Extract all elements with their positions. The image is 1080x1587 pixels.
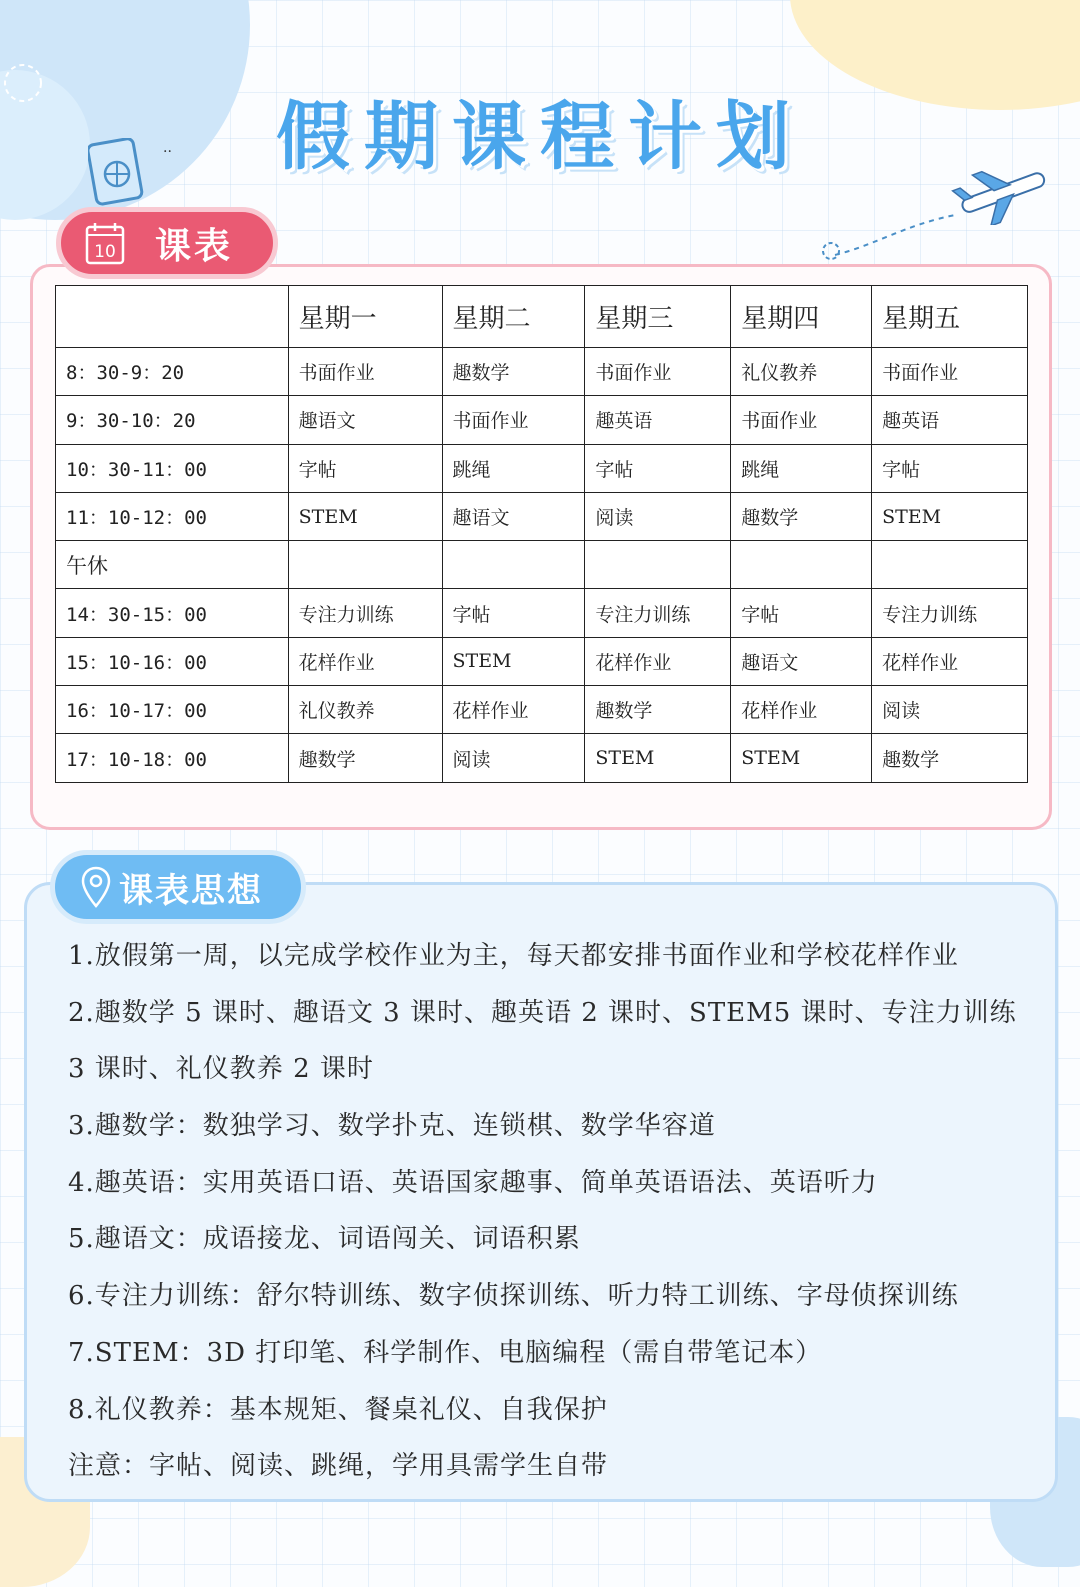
- decorative-dots: ..: [163, 140, 172, 156]
- course-cell: [731, 541, 872, 589]
- thought-line: 注意：字帖、阅读、跳绳，学用具需学生自带: [68, 1451, 609, 1482]
- course-cell: 阅读: [872, 686, 1028, 734]
- time-cell: 9：30-10：20: [56, 396, 289, 444]
- flight-path-icon: [815, 205, 965, 265]
- table-row: [56, 541, 1028, 589]
- time-cell: 17：10-18：00: [56, 734, 289, 782]
- calendar-icon-text: 10: [94, 242, 116, 262]
- course-cell: 花样作业: [288, 637, 442, 685]
- table-row: [56, 589, 1028, 637]
- table-row: [56, 637, 1028, 685]
- time-cell: 15：10-16：00: [56, 637, 289, 685]
- day-header: 星期一: [288, 286, 442, 348]
- thought-line: 3.趣数学：数独学习、数学扑克、连锁棋、数学华容道: [68, 1111, 716, 1142]
- course-cell: 花样作业: [585, 637, 731, 685]
- course-cell: 趣数学: [585, 686, 731, 734]
- course-cell: STEM: [872, 492, 1028, 540]
- location-pin-icon: [81, 866, 111, 908]
- course-cell: 花样作业: [442, 686, 585, 734]
- table-row: [56, 348, 1028, 396]
- table-row: [56, 444, 1028, 492]
- course-cell: 花样作业: [872, 637, 1028, 685]
- time-cell: 10：30-11：00: [56, 444, 289, 492]
- course-cell: 趣英语: [872, 396, 1028, 444]
- thought-line: 6.专注力训练：舒尔特训练、数字侦探训练、听力特工训练、字母侦探训练: [68, 1281, 959, 1312]
- corner-cell: [56, 286, 289, 348]
- thought-line: 3 课时、礼仪教养 2 课时: [68, 1054, 374, 1085]
- day-header: 星期三: [585, 286, 731, 348]
- time-cell: 16：10-17：00: [56, 686, 289, 734]
- course-cell: 趣语文: [731, 637, 872, 685]
- thought-line: 7.STEM：3D 打印笔、科学制作、电脑编程（需自带笔记本）: [68, 1337, 823, 1368]
- table-row: [56, 734, 1028, 782]
- thought-line: 5.趣语文：成语接龙、词语闯关、词语积累: [68, 1224, 581, 1255]
- time-cell: 8：30-9：20: [56, 348, 289, 396]
- airplane-icon: [950, 160, 1055, 225]
- course-cell: 书面作业: [731, 396, 872, 444]
- course-cell: 趣数学: [288, 734, 442, 782]
- course-cell: 趣数学: [731, 492, 872, 540]
- course-cell: STEM: [731, 734, 872, 782]
- course-cell: 跳绳: [731, 444, 872, 492]
- course-cell: 字帖: [872, 444, 1028, 492]
- course-cell: 趣数学: [872, 734, 1028, 782]
- day-header: 星期二: [442, 286, 585, 348]
- timetable: [55, 285, 1028, 783]
- course-cell: [288, 541, 442, 589]
- thought-line: 1.放假第一周，以完成学校作业为主，每天都安排书面作业和学校花样作业: [68, 941, 959, 971]
- dashed-circle-icon: [0, 60, 46, 106]
- course-cell: 字帖: [288, 444, 442, 492]
- course-cell: 趣语文: [442, 492, 585, 540]
- course-cell: 趣语文: [288, 396, 442, 444]
- day-header: 星期五: [872, 286, 1028, 348]
- course-cell: 字帖: [442, 589, 585, 637]
- thought-line: 8.礼仪教养：基本规矩、餐桌礼仪、自我保护: [68, 1394, 608, 1425]
- thoughts-tab-label: 课表思想: [119, 870, 263, 911]
- course-cell: 礼仪教养: [288, 686, 442, 734]
- course-cell: 阅读: [585, 492, 731, 540]
- course-cell: 字帖: [585, 444, 731, 492]
- table-row: [56, 492, 1028, 540]
- passport-icon: [88, 138, 146, 206]
- course-cell: 趣数学: [442, 348, 585, 396]
- table-row: [56, 686, 1028, 734]
- course-cell: 花样作业: [731, 686, 872, 734]
- thoughts-tab: [50, 850, 306, 924]
- time-cell: 11：10-12：00: [56, 492, 289, 540]
- table-row: [56, 396, 1028, 444]
- course-cell: 趣英语: [585, 396, 731, 444]
- course-cell: 字帖: [731, 589, 872, 637]
- course-cell: STEM: [585, 734, 731, 782]
- course-cell: 书面作业: [585, 348, 731, 396]
- thought-line: 4.趣英语：实用英语口语、英语国家趣事、简单英语语法、英语听力: [68, 1167, 878, 1198]
- course-cell: 专注力训练: [288, 589, 442, 637]
- calendar-icon: [85, 221, 125, 265]
- course-cell: [872, 541, 1028, 589]
- thought-line: 2.趣数学 5 课时、趣语文 3 课时、趣英语 2 课时、STEM5 课时、专注力训练: [68, 997, 1017, 1028]
- course-cell: STEM: [442, 637, 585, 685]
- thoughts-list: [68, 928, 1048, 1495]
- time-cell: 14：30-15：00: [56, 589, 289, 637]
- course-cell: 专注力训练: [872, 589, 1028, 637]
- course-cell: 专注力训练: [585, 589, 731, 637]
- page-title: 假期课程计划: [276, 94, 804, 180]
- course-cell: [442, 541, 585, 589]
- course-cell: [585, 541, 731, 589]
- course-cell: 礼仪教养: [731, 348, 872, 396]
- course-cell: 书面作业: [288, 348, 442, 396]
- course-cell: 阅读: [442, 734, 585, 782]
- time-cell: 午休: [56, 541, 289, 589]
- day-header: 星期四: [731, 286, 872, 348]
- course-cell: STEM: [288, 492, 442, 540]
- course-cell: 书面作业: [872, 348, 1028, 396]
- course-cell: 跳绳: [442, 444, 585, 492]
- course-cell: 书面作业: [442, 396, 585, 444]
- schedule-tab-label: 课表: [155, 225, 234, 267]
- table-header-row: [56, 286, 1028, 348]
- schedule-tab: [56, 207, 278, 279]
